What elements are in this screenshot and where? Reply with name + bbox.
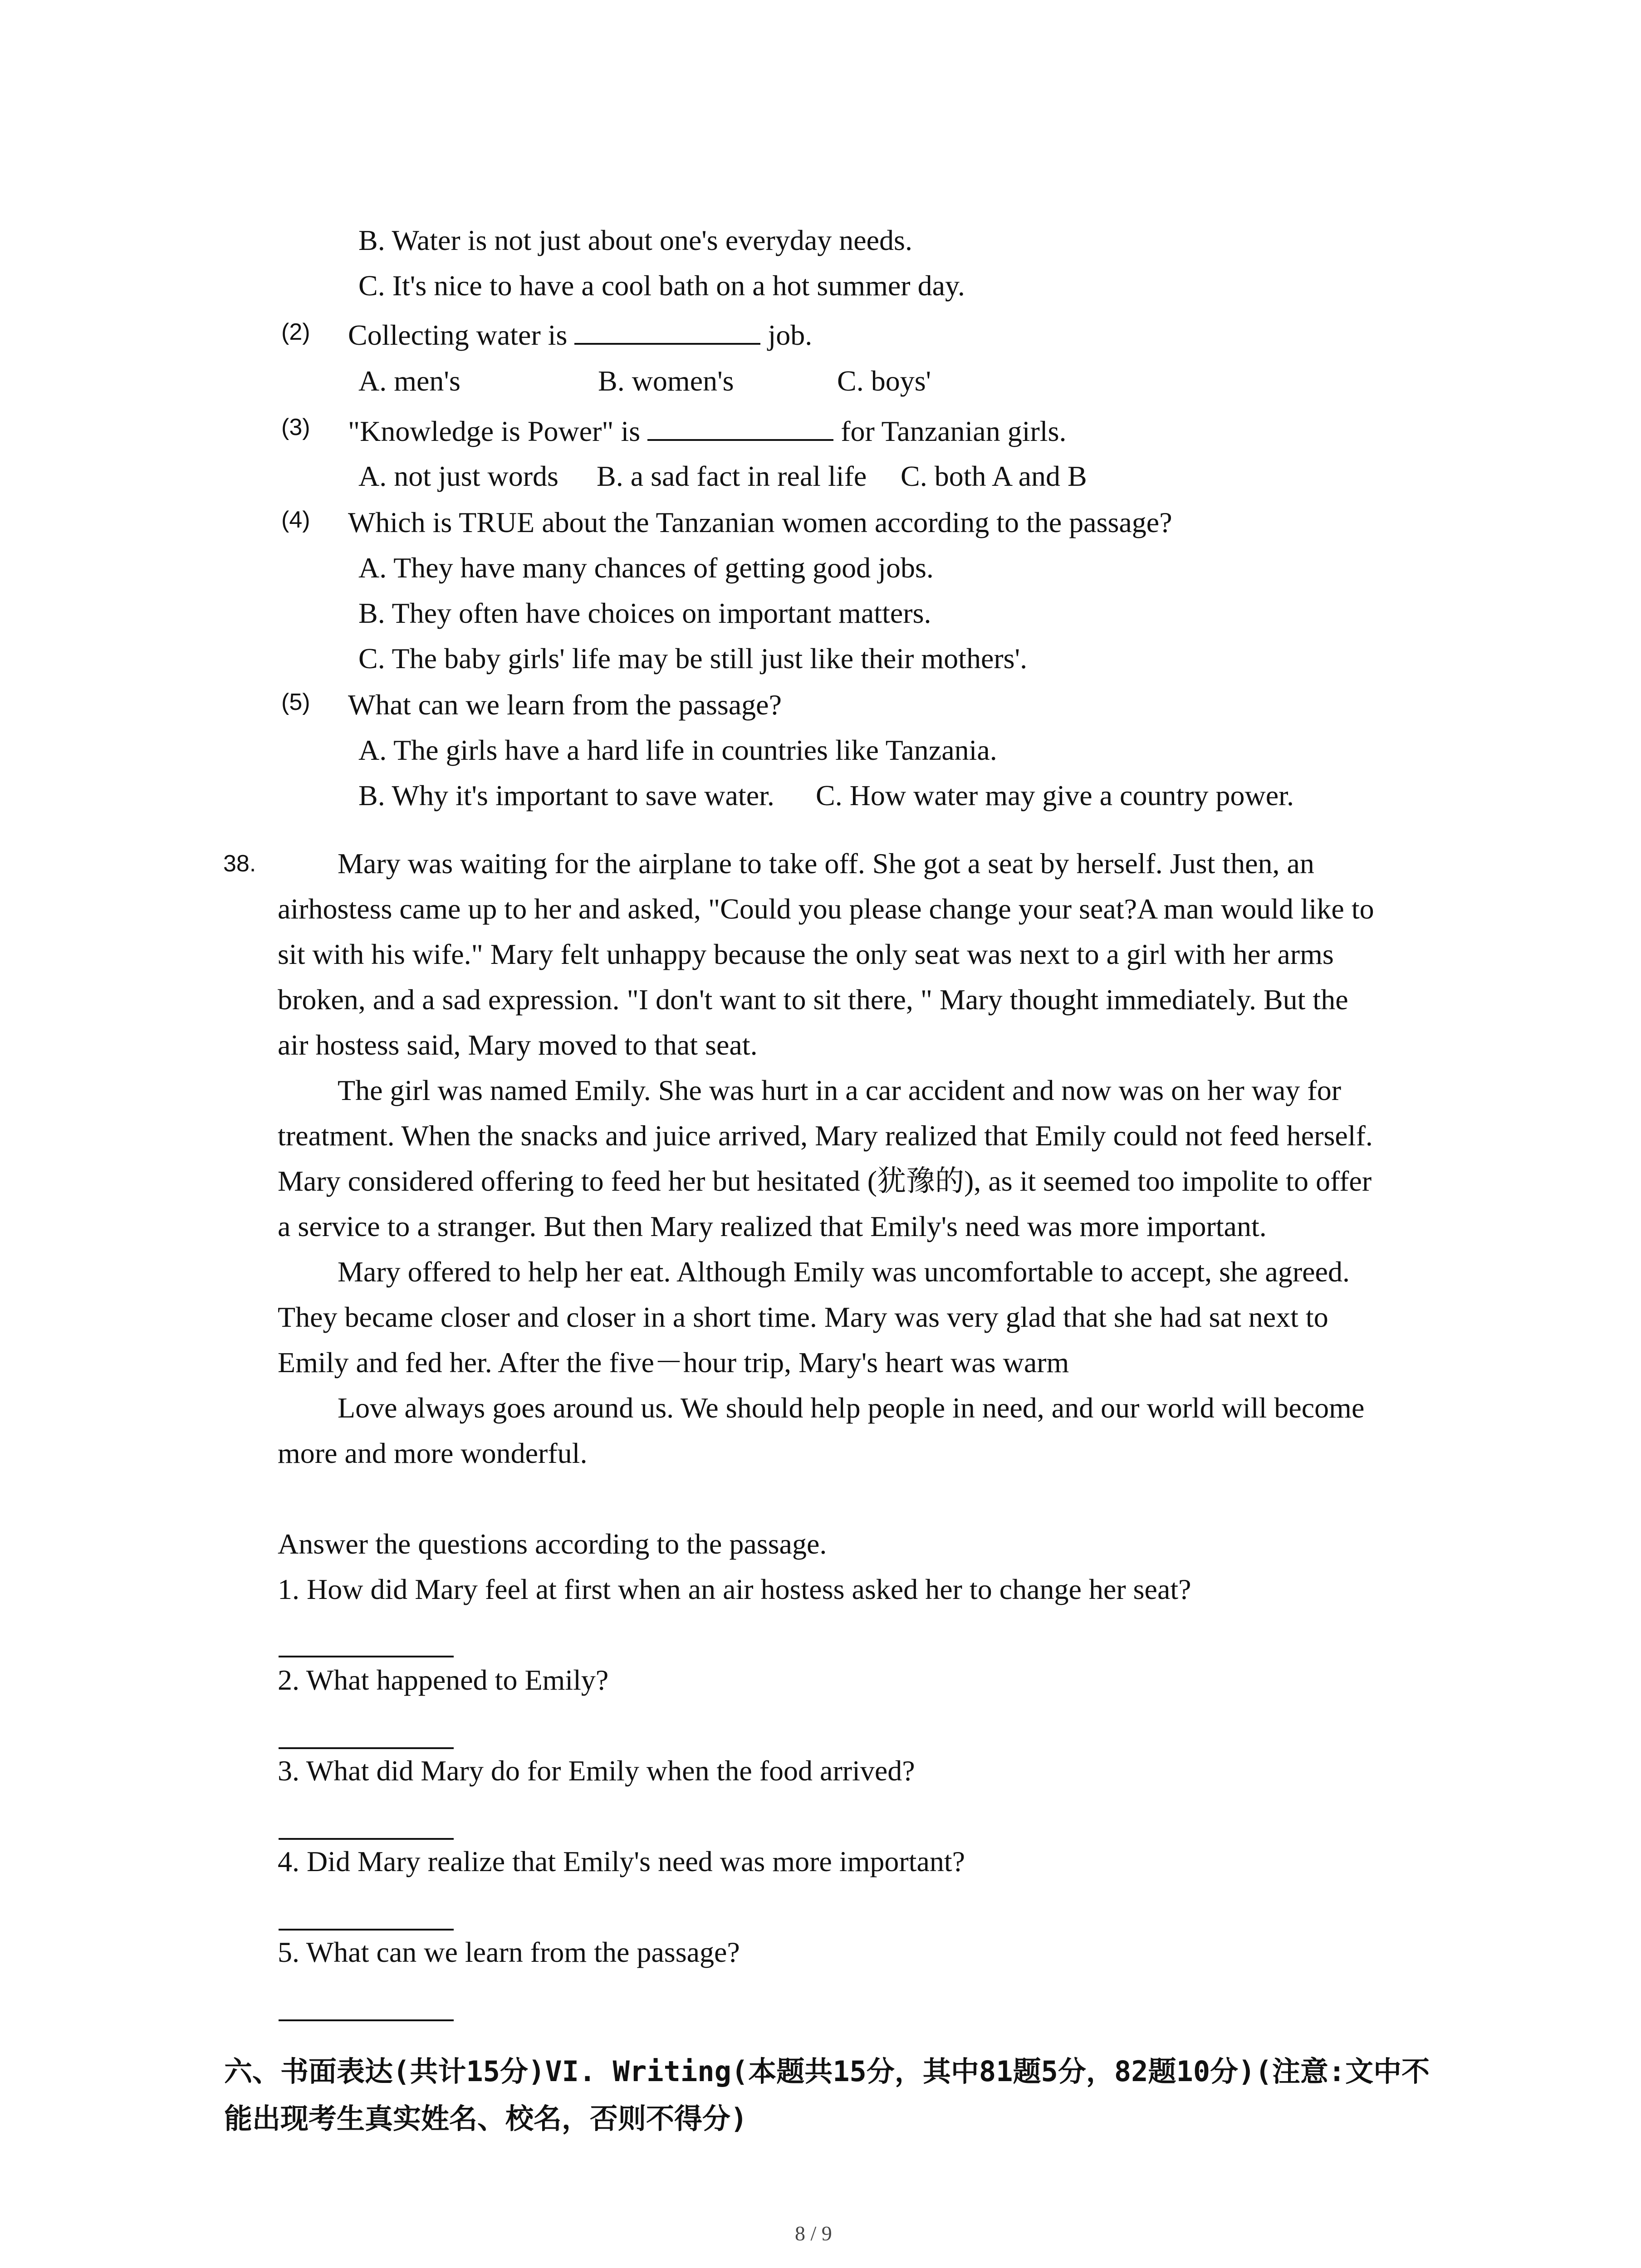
passage-line: air hostess said, Mary moved to that seat. bbox=[278, 1029, 758, 1061]
q38-question-2: 2. What happened to Emily? bbox=[278, 1664, 609, 1696]
q37-3-blank bbox=[647, 413, 833, 441]
q37-2-blank bbox=[574, 317, 760, 345]
q37-2-number: (2) bbox=[281, 319, 310, 345]
passage-line: sit with his wife." Mary felt unhappy because the only seat was next to a girl with her arms bbox=[278, 938, 1334, 970]
q38-question-1: 1. How did Mary feel at first when an air hostess asked her to change her seat? bbox=[278, 1573, 1191, 1605]
q37-3-option-b: B. a sad fact in real life bbox=[597, 460, 867, 492]
section6-heading-line2: 能出现考生真实姓名、校名，否则不得分) bbox=[224, 2102, 748, 2135]
q37-2-stem-before: Collecting water is bbox=[348, 319, 568, 351]
q38-number: 38. bbox=[223, 850, 256, 877]
q37-2-option-a: A. men's bbox=[358, 365, 460, 397]
passage-line: The girl was named Emily. She was hurt in a car accident and now was on her way for bbox=[338, 1074, 1342, 1106]
q37-4-stem: Which is TRUE about the Tanzanian women according to the passage? bbox=[348, 506, 1172, 538]
passage-line: Mary offered to help her eat. Although Emily was uncomfortable to accept, she agreed. bbox=[338, 1256, 1350, 1288]
q37-5-number: (5) bbox=[281, 689, 310, 715]
passage-line: a service to a stranger. But then Mary realized that Emily's need was more important. bbox=[278, 1210, 1267, 1242]
answer-line-1[interactable] bbox=[279, 1656, 454, 1657]
passage-line: treatment. When the snacks and juice arrived, Mary realized that Emily could not feed herself. bbox=[278, 1119, 1373, 1152]
passage-line: broken, and a sad expression. "I don't want to sit there, " Mary thought immediately. But the bbox=[278, 983, 1348, 1016]
q37-1-option-c: C. It's nice to have a cool bath on a hot summer day. bbox=[358, 269, 965, 302]
page-number: 8 / 9 bbox=[795, 2222, 832, 2245]
q37-3-stem-before: "Knowledge is Power" is bbox=[348, 415, 641, 447]
passage-line: Love always goes around us. We should help people in need, and our world will become bbox=[338, 1392, 1365, 1424]
q37-3-stem bbox=[348, 413, 1066, 450]
q37-5-option-b: B. Why it's important to save water. bbox=[358, 779, 774, 811]
q37-2-option-b: B. women's bbox=[598, 365, 734, 397]
q38-question-5: 5. What can we learn from the passage? bbox=[278, 1936, 740, 1968]
q37-3-option-c: C. both A and B bbox=[901, 460, 1087, 492]
q37-5-option-a: A. The girls have a hard life in countries like Tanzania. bbox=[358, 734, 997, 766]
q37-4-number: (4) bbox=[281, 507, 310, 533]
passage-line: Mary was waiting for the airplane to take off. She got a seat by herself. Just then, an bbox=[338, 847, 1314, 880]
q37-2-option-c: C. boys' bbox=[837, 365, 931, 397]
passage-line: They became closer and closer in a short time. Mary was very glad that she had sat next to bbox=[278, 1301, 1328, 1333]
passage-line: more and more wonderful. bbox=[278, 1437, 588, 1469]
q37-4-option-b: B. They often have choices on important matters. bbox=[358, 597, 931, 629]
passage-line: airhostess came up to her and asked, "Could you please change your seat?A man would like to bbox=[278, 893, 1374, 925]
q37-3-option-a: A. not just words bbox=[358, 460, 558, 492]
answer-line-5[interactable] bbox=[279, 2019, 454, 2021]
q37-2-stem bbox=[348, 317, 812, 353]
answer-line-3[interactable] bbox=[279, 1838, 454, 1840]
q37-5-option-c: C. How water may give a country power. bbox=[816, 779, 1294, 811]
answer-line-2[interactable] bbox=[279, 1747, 454, 1749]
passage-line: Emily and fed her. After the five－hour trip, Mary's heart was warm bbox=[278, 1346, 1069, 1378]
section6-heading-line1: 六、书面表达(共计15分)VI. Writing(本题共15分，其中81题5分，82题10分)(注意:文中不 bbox=[224, 2055, 1430, 2088]
q38-instruction: Answer the questions according to the passage. bbox=[278, 1528, 827, 1560]
q37-5-stem: What can we learn from the passage? bbox=[348, 689, 782, 721]
q37-4-option-c: C. The baby girls' life may be still just like their mothers'. bbox=[358, 642, 1028, 675]
q38-question-3: 3. What did Mary do for Emily when the food arrived? bbox=[278, 1755, 915, 1787]
q37-4-option-a: A. They have many chances of getting good jobs. bbox=[358, 552, 934, 584]
q37-1-option-b: B. Water is not just about one's everyday needs. bbox=[358, 224, 912, 256]
q37-3-number: (3) bbox=[281, 414, 310, 440]
q37-3-stem-after: for Tanzanian girls. bbox=[841, 415, 1067, 447]
q38-question-4: 4. Did Mary realize that Emily's need was more important? bbox=[278, 1845, 965, 1877]
answer-line-4[interactable] bbox=[279, 1929, 454, 1931]
q37-2-stem-after: job. bbox=[768, 319, 813, 351]
passage-line: Mary considered offering to feed her but hesitated (犹豫的), as it seemed too impolite to offer bbox=[278, 1165, 1372, 1197]
